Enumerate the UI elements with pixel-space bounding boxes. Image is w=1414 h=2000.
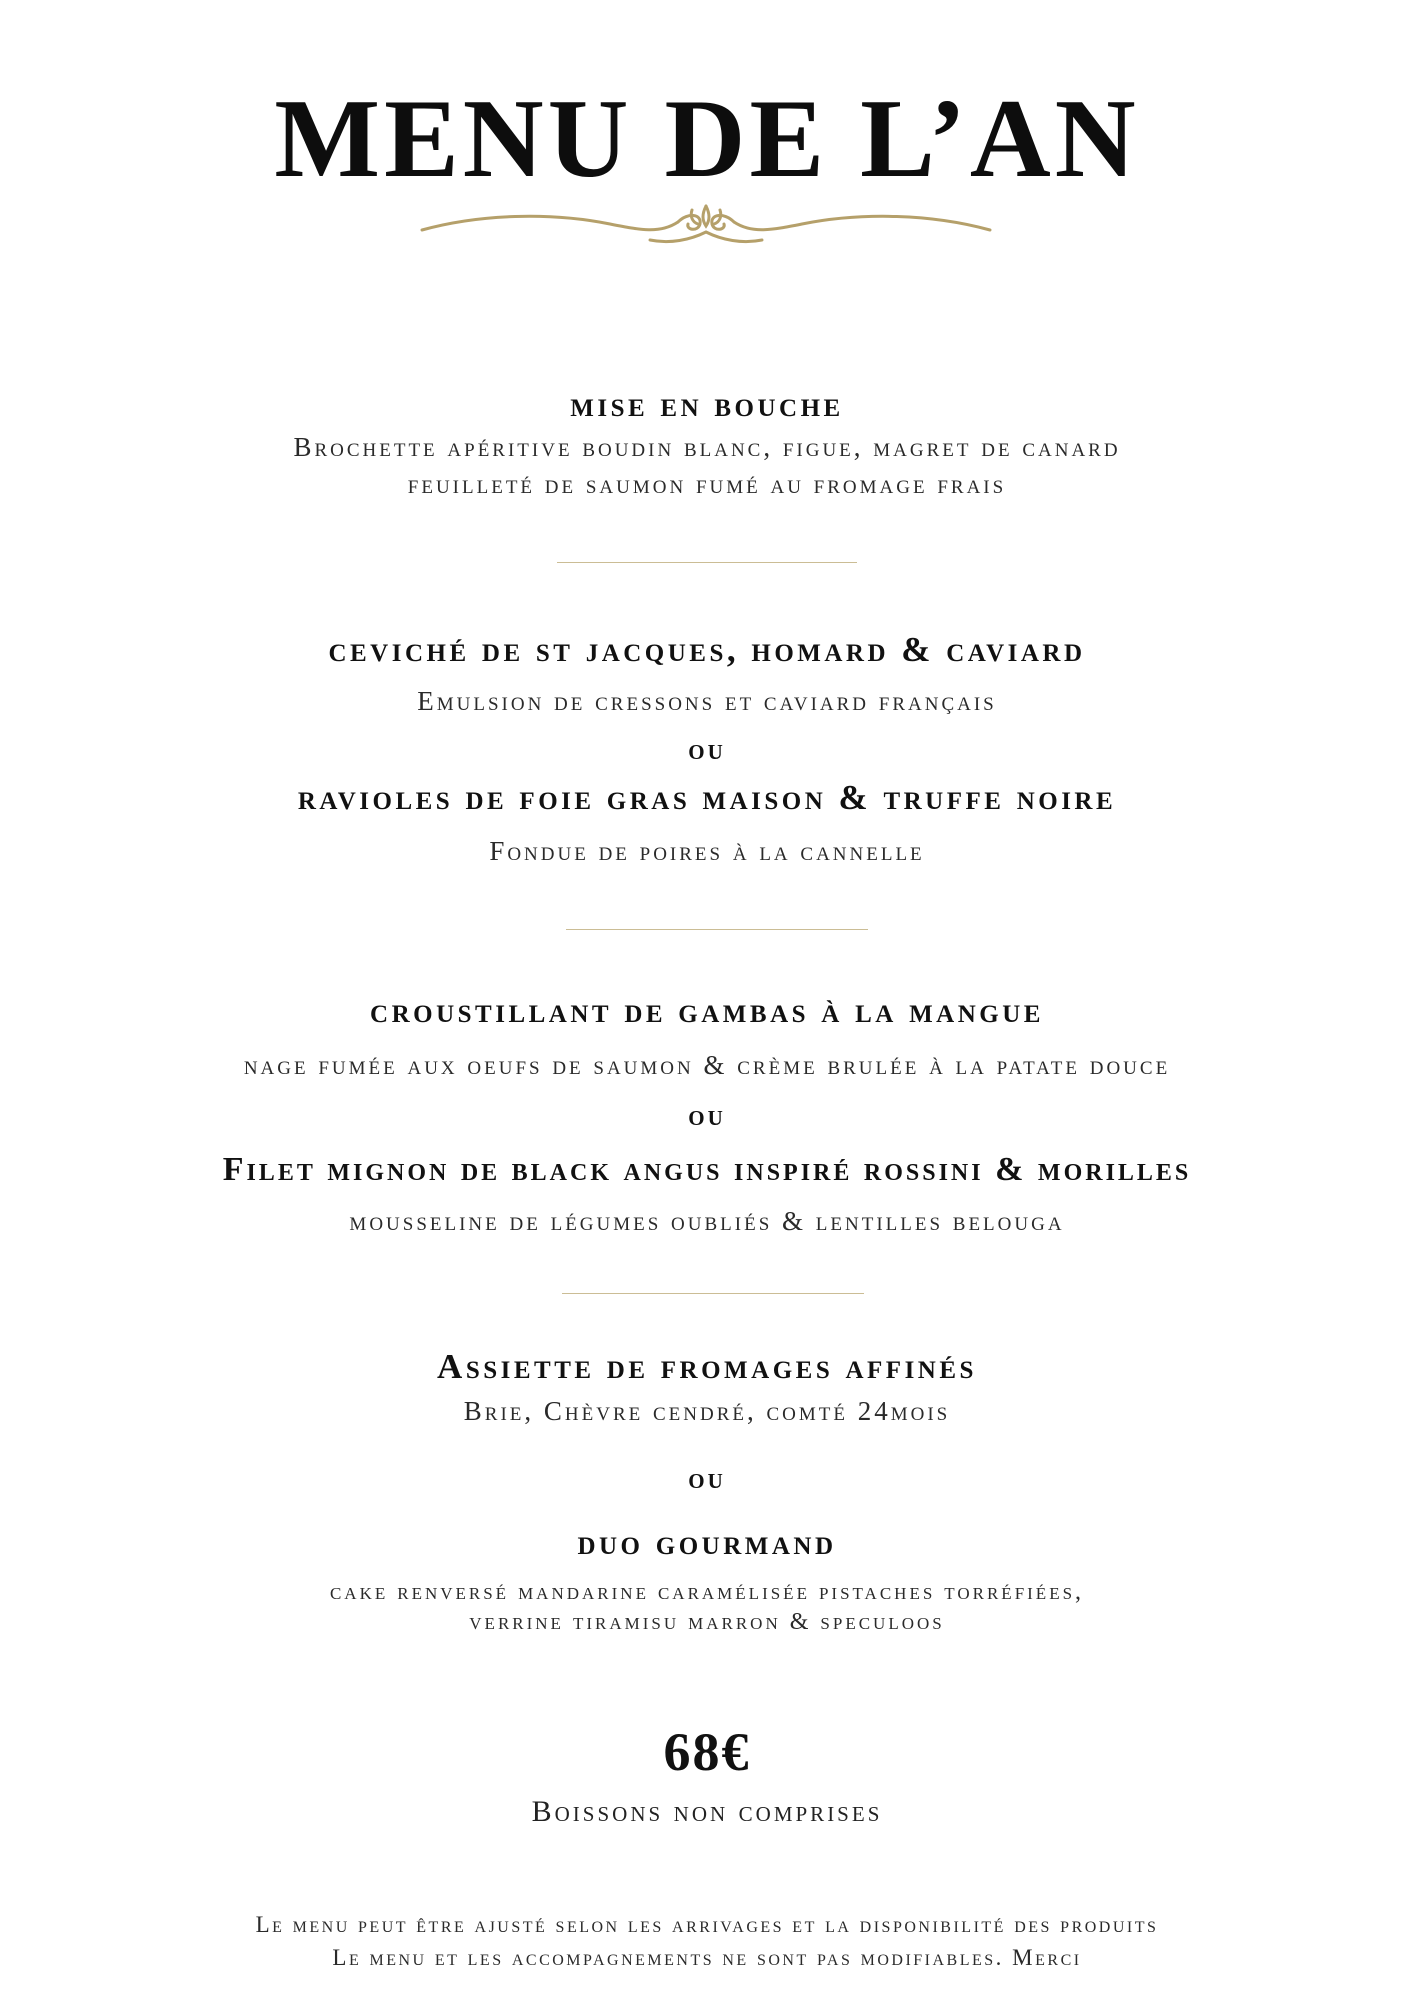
entree-option-2-desc: Fondue de poires à la cannelle	[489, 836, 925, 866]
price-note: Boissons non comprises	[531, 1795, 883, 1828]
dessert-option-1-title: Assiette de fromages affinés	[437, 1347, 977, 1386]
plat-option-1-title: croustillant de gambas à la mangue	[370, 991, 1044, 1030]
footer-line-1: Le menu peut être ajusté selon les arrivages et la disponibilité des produits	[255, 1912, 1159, 1937]
entree-option-1-title: ceviché de st jacques, homard & caviard	[328, 630, 1086, 669]
plat-or-label: ou	[688, 1099, 726, 1132]
dessert-option-2-line-1: cake renversé mandarine caramélisée pistaches torréfiées,	[329, 1579, 1085, 1605]
dessert-option-2-title: duo gourmand	[577, 1523, 837, 1562]
entree-option-1-desc: Emulsion de cressons et caviard français	[417, 686, 997, 716]
gold-flourish-ornament	[420, 200, 992, 248]
entree-or-label: ou	[688, 733, 726, 766]
plat-option-2-title: Filet mignon de black angus inspiré rossini & morilles	[222, 1151, 1192, 1188]
mise-en-bouche-line-2: feuilleté de saumon fumé au fromage frais	[407, 469, 1007, 499]
footer-line-2: Le menu et les accompagnements ne sont pas modifiables. Merci	[332, 1945, 1082, 1970]
plat-option-2-desc: mousseline de légumes oubliés & lentilles belouga	[349, 1206, 1065, 1236]
menu-title: MENU DE L’AN	[274, 77, 1140, 201]
dessert-option-2-line-2: verrine tiramisu marron & speculoos	[469, 1609, 945, 1635]
plat-option-1-desc: nage fumée aux oeufs de saumon & crème brulée à la patate douce	[243, 1050, 1171, 1080]
section-divider	[566, 929, 868, 930]
menu-price: 68€	[663, 1722, 751, 1782]
mise-en-bouche-line-1: Brochette apéritive boudin blanc, figue, magret de canard	[293, 432, 1121, 462]
entree-option-2-title: ravioles de foie gras maison & truffe noire	[297, 778, 1117, 817]
section-divider	[562, 1293, 864, 1294]
dessert-or-label: ou	[688, 1462, 726, 1495]
section-divider	[557, 562, 857, 563]
dessert-option-1-desc: Brie, Chèvre cendré, comté 24mois	[463, 1396, 951, 1426]
mise-en-bouche-title: mise en bouche	[570, 385, 844, 424]
